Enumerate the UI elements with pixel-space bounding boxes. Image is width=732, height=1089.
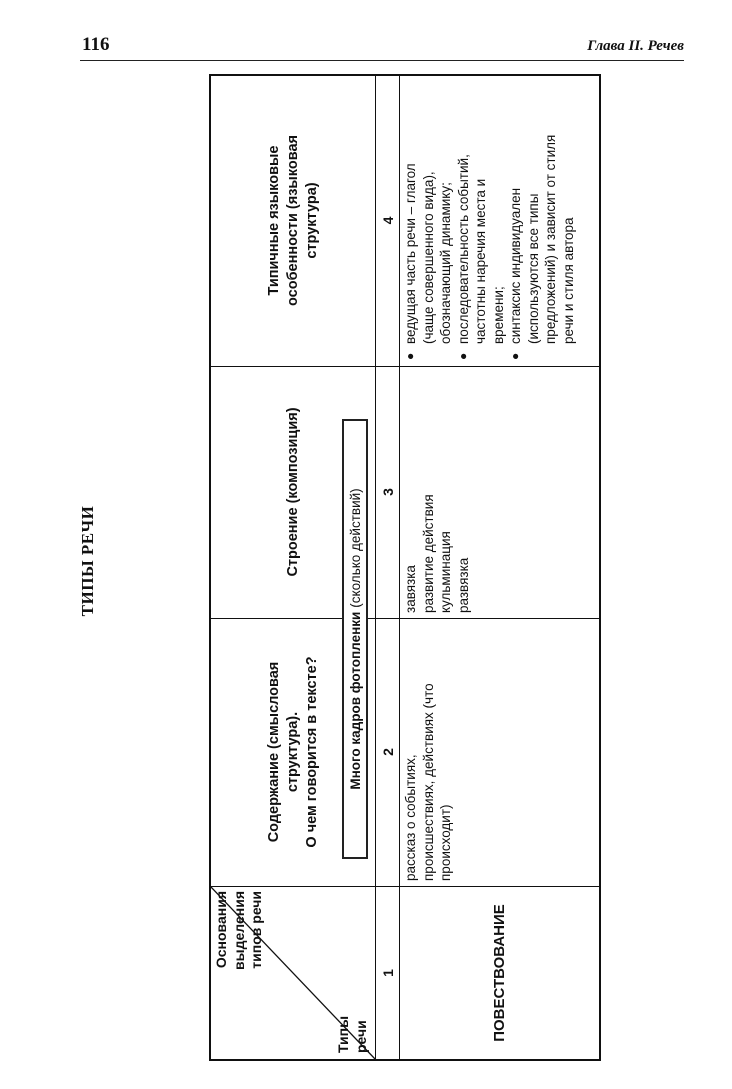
feature-line: частотны наречия места и	[473, 178, 488, 344]
column-number: 3	[379, 488, 396, 496]
corner-top-label	[213, 887, 283, 979]
features-cell	[402, 76, 598, 361]
header-line: Строение (композиция)	[284, 407, 301, 577]
structure-line: кульминация	[438, 531, 453, 613]
frame-rest-text: (сколько действий)	[347, 488, 363, 608]
page-number: 116	[82, 34, 110, 55]
corner-top-line: выделения	[230, 891, 247, 970]
table-title: ТИПЫ РЕЧИ	[78, 505, 97, 617]
speech-type-cell	[400, 887, 599, 1059]
header-line: О чем говорится в тексте?	[303, 656, 320, 848]
content-cell	[402, 619, 472, 881]
column-number: 1	[379, 969, 396, 977]
film-frames-note	[342, 419, 368, 859]
feature-line: обозначающий динамику;	[438, 182, 453, 344]
rotated-table-page	[80, 61, 604, 1061]
feature-line: (используются все типы	[525, 193, 541, 344]
header-line: структура)	[303, 182, 320, 259]
content-line: происшествиях, действиях (что	[420, 683, 436, 881]
feature-line: речи и стиля автора	[560, 217, 576, 344]
feature-line: ● последовательность событий,	[455, 154, 471, 344]
header-line: структура).	[284, 711, 301, 793]
feature-item	[455, 76, 508, 344]
structure-line: развитие действия	[420, 494, 436, 613]
feature-item	[507, 76, 577, 344]
header-line: Содержание (смысловая	[265, 661, 282, 843]
corner-bottom-line: речи	[352, 1020, 369, 1053]
header-line: Типичные языковые	[265, 145, 282, 296]
corner-bottom-line: Типы	[335, 1015, 351, 1053]
corner-top-line: типов речи	[248, 891, 264, 969]
corner-top-line: Основания	[213, 891, 229, 969]
header-line: особенности (языковая	[284, 135, 301, 306]
chapter-title: Глава II. Речев	[587, 38, 684, 54]
speech-types-table	[209, 74, 601, 1061]
feature-line: (чаще совершенного вида),	[420, 171, 436, 344]
frame-bold-text: Много кадров фотопленки	[347, 611, 363, 790]
header-features	[211, 76, 375, 365]
structure-line: завязка	[403, 565, 418, 613]
features-list	[402, 76, 577, 361]
feature-item	[402, 76, 455, 344]
feature-line: ● синтаксис индивидуален	[508, 187, 523, 344]
speech-type-label: ПОВЕСТВОВАНИЕ	[491, 904, 508, 1042]
feature-line: времени;	[490, 286, 506, 344]
structure-line: развязка	[455, 557, 471, 613]
content-line: рассказ о событиях,	[403, 754, 418, 881]
column-number: 2	[379, 748, 396, 756]
content-line: происходит)	[438, 804, 453, 881]
column-number: 4	[379, 216, 396, 225]
feature-line: ● ведущая часть речи – глагол	[403, 163, 418, 344]
corner-bottom-label	[335, 973, 373, 1053]
feature-line: предложений) и зависит от стиля	[543, 134, 558, 344]
structure-cell	[402, 369, 482, 613]
